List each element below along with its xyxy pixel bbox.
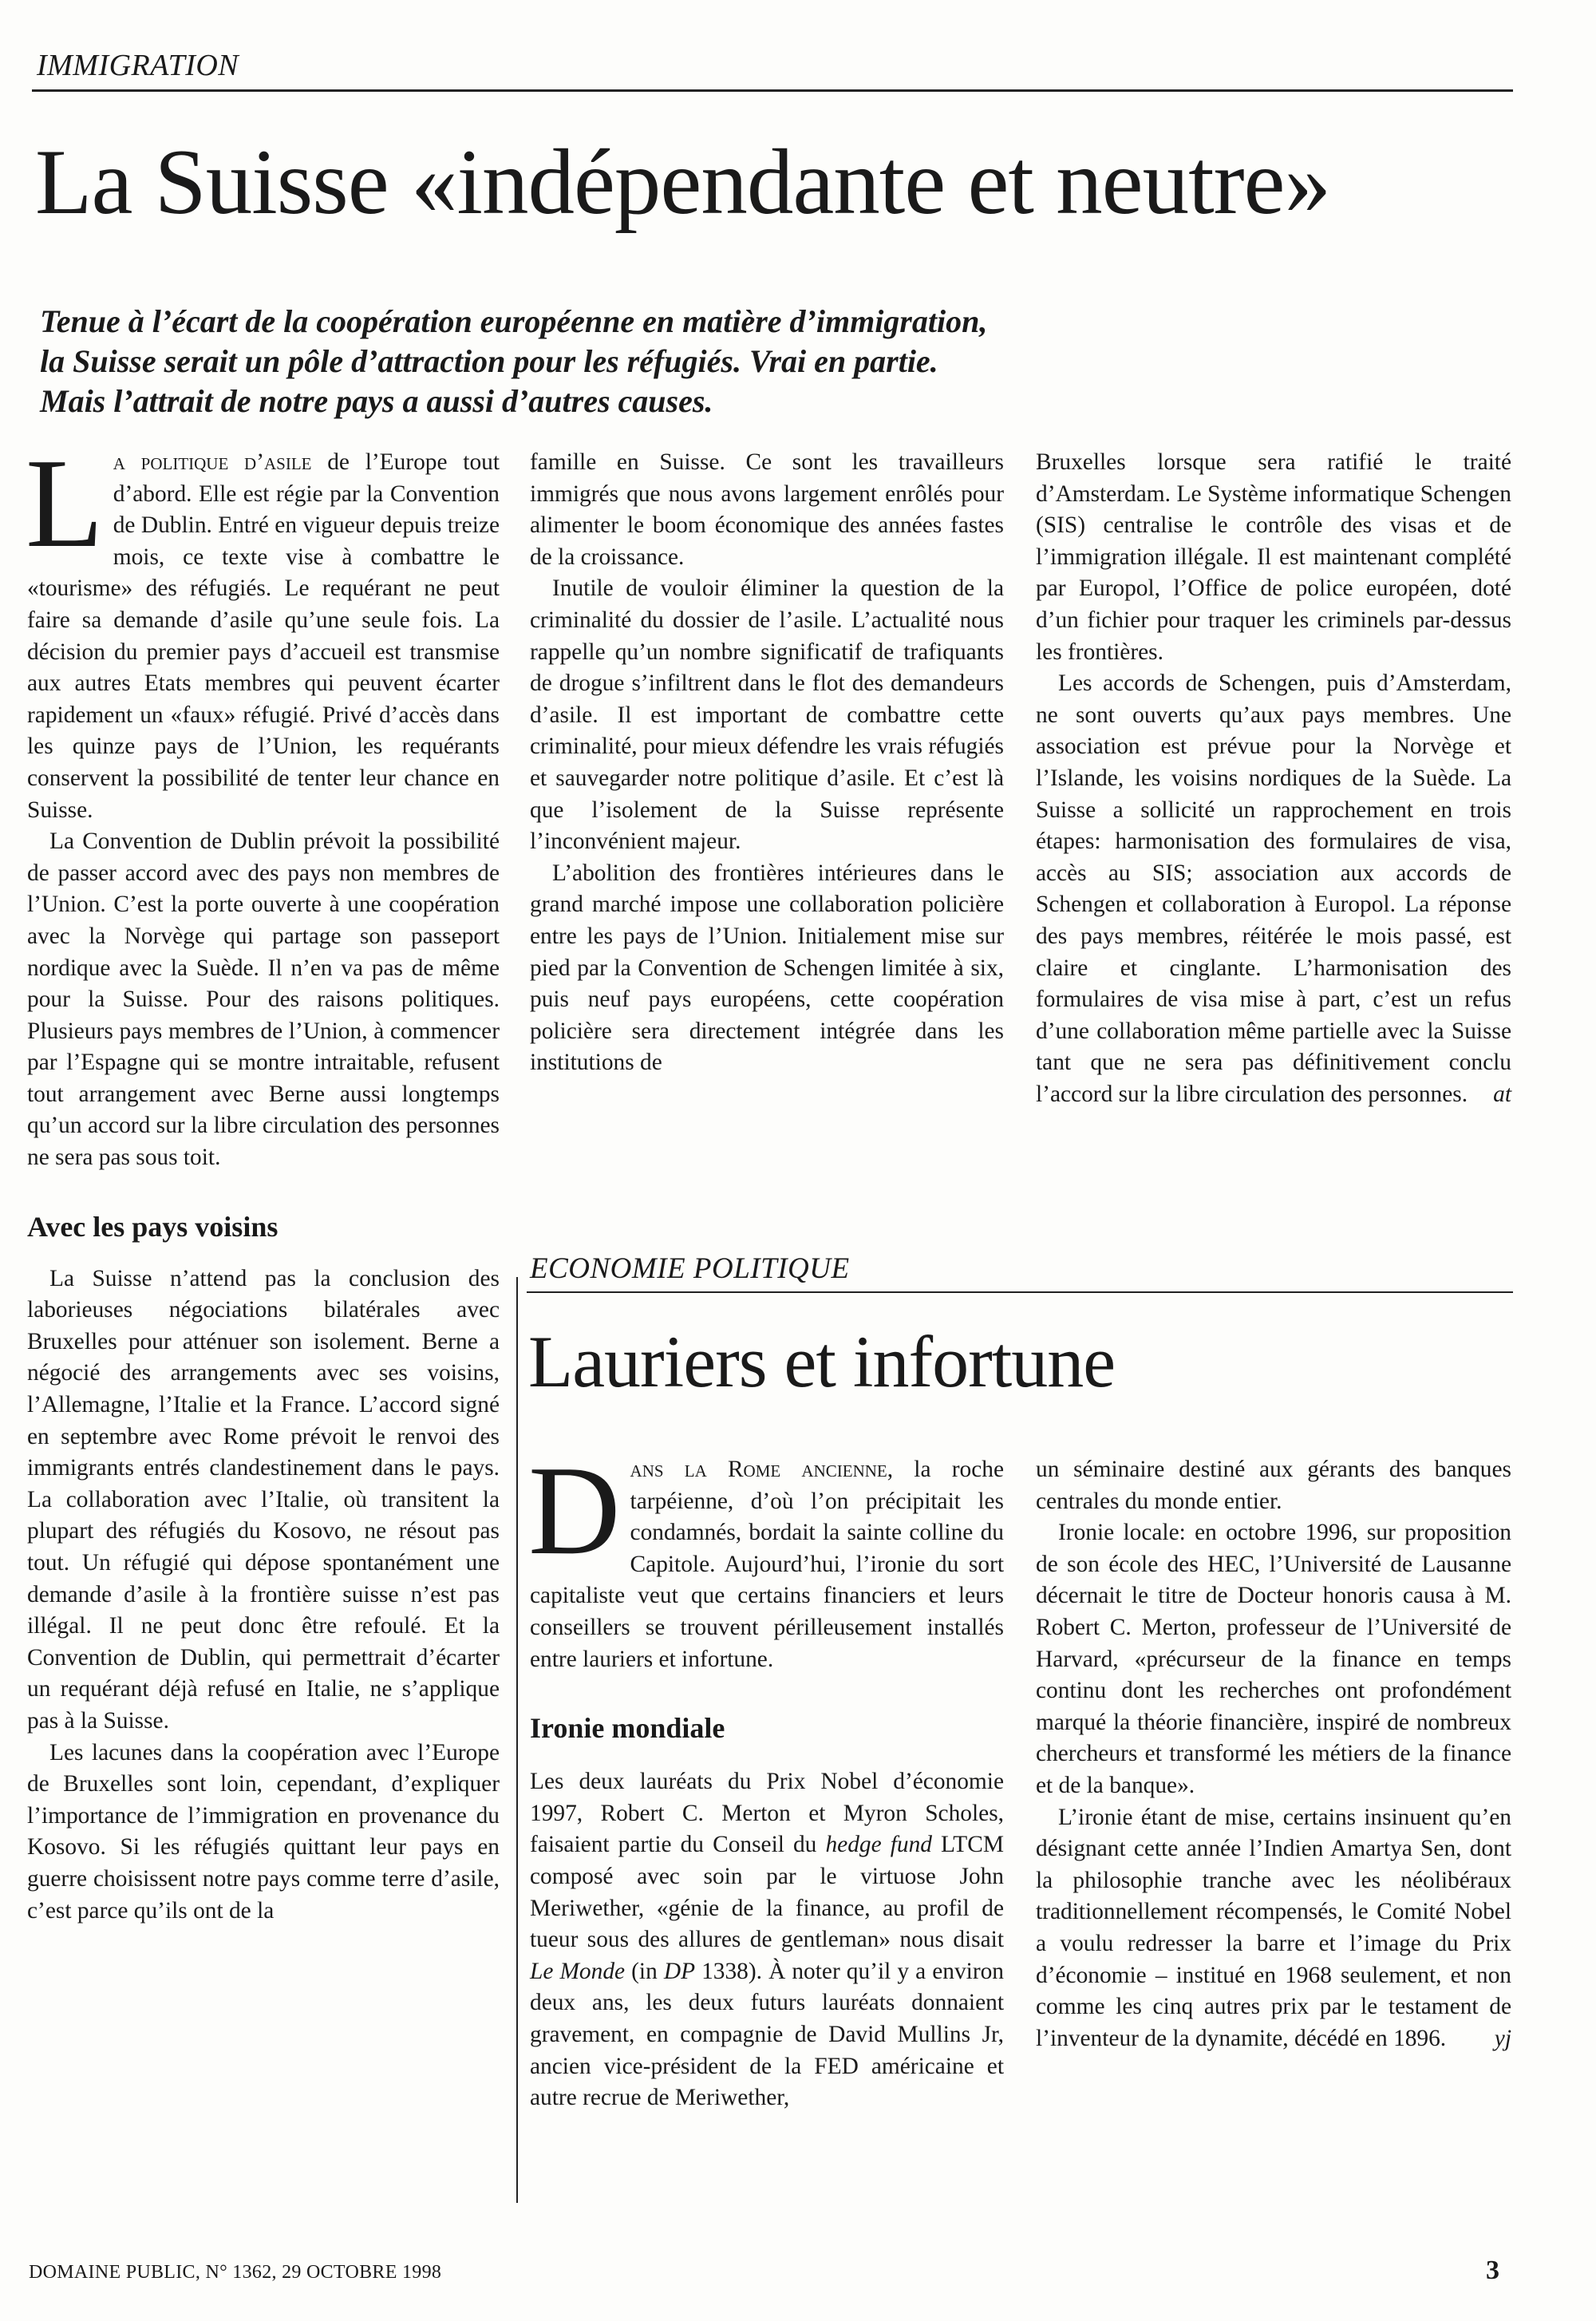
article2-paragraph-2-text-a: Les deux lauréats du Prix Nobel d’économie 1997, Robert C. Merton et Myron Scholes, faisaient partie du Conseil du bbox=[530, 1769, 1004, 1858]
article1-column-2 bbox=[530, 447, 1004, 1079]
article2-italic-hedge-fund: hedge fund bbox=[825, 1832, 932, 1858]
article2-col2-paragraph-3-text: L’ironie étant de mise, certains insinuent qu’en désignant cette année l’Indien Amartya Sen, dont la philosophie tranche avec les néolibéraux traditionnellement récompensés, le Comité Nobel a voulu redresser la barre et l’image du Prix d’économie – institué en 1968 seulement, et non comme les cinq autres prix par le testament de l’inventeur de la dynamite, décédé en 1896. bbox=[1036, 1804, 1511, 2051]
footer-publication: DOMAINE PUBLIC, N° 1362, 29 OCTOBRE 1998 bbox=[29, 2262, 442, 2283]
article1-col2-paragraph-3: L’abolition des frontières intérieures dans le grand marché impose une collaboration policière entre les pays de l’Union. Initialement mise sur pied par la Convention de Schengen limitée à six, puis neuf pays européens, cette coopération policière sera directement intégrée dans les institutions de bbox=[530, 860, 1004, 1076]
article1-col2-paragraph-1: famille en Suisse. Ce sont les travailleurs immigrés que nous avons largement enrôlés pour alimenter le boom économique des années fastes de la croissance. bbox=[530, 449, 1004, 570]
headline-secondary: Lauriers et infortune bbox=[528, 1321, 1116, 1402]
column-separator bbox=[516, 1277, 518, 2203]
article2-paragraph-1 bbox=[528, 1439, 1004, 1675]
article1-paragraph-4: Les lacunes dans la coopération avec l’Europe de Bruxelles sont loin, cependant, d’expliquer l’importance de l’immigration en provenance du Kosovo. Si les réfugiés quittant leur pays en guerre choisissent notre pays comme terre d’asile, c’est parce qu’ils ont de la bbox=[27, 1739, 500, 1924]
article2-paragraph-2 bbox=[530, 1766, 1004, 2114]
article2-italic-le-monde: Le Monde bbox=[530, 1958, 626, 1984]
article1-paragraph-2: La Convention de Dublin prévoit la possibilité de passer accord avec des pays non membres de l’Union. C’est la porte ouverte à une coopération avec la Norvège qui partage son passeport nordique avec la Suède. Il n’en va pas de même pour la Suisse. Pour des raisons politiques. Plusieurs pays membres de l’Union, à commencer par l’Espagne qui se montre intraitable, refusent tout arrangement avec Berne aussi longtemps qu’un accord sur la libre circulation des personnes ne sera pas sous toit. bbox=[27, 828, 500, 1171]
article1-paragraph-3: La Suisse n’attend pas la conclusion des laborieuses négociations bilatérales avec Bruxelles pour atténuer son isolement. Berne a négocié des arrangements avec ses voisins, l’Allemagne, l’Italie et la France. L’accord signé en septembre avec Rome prévoit le renvoi des immigrants entrés clandestinement dans le pays. La collaboration avec l’Italie, où transitent la plupart des réfugiés du Kosovo, ne résout pas tout. Un réfugié qui dépose spontanément une demande d’asile à la frontière suisse n’est pas illégal. Il ne peut donc être refoulé. Et la Convention de Dublin, qui permettrait d’écarter un requérant déjà refusé en Italie, ne s’applique pas à la Suisse. bbox=[27, 1265, 500, 1734]
smallcaps-opening-2: ans la Rome ancienne bbox=[630, 1457, 887, 1482]
article2-paragraph-2-text-c: (in bbox=[625, 1958, 664, 1984]
page-number: 3 bbox=[1486, 2256, 1499, 2285]
article2-italic-dp: DP bbox=[663, 1958, 696, 1984]
article1-col3-paragraph-2 bbox=[1036, 668, 1511, 1110]
article1-col3-paragraph-2-text: Les accords de Schengen, puis d’Amsterdam, ne sont ouverts qu’aux pays membres. Une association est prévue pour la Norvège et l’Islande, les voisins nordiques de la Suède. La Suisse a sollicité un rapprochement en trois étapes: harmonisation des formulaires de visa, accès au SIS; association aux accords de Schengen et collaboration à Europol. La réponse des pays membres, réitérée le mois passé, est claire et cinglante. L’harmonisation des formulaires de visa mise à part, c’est un refus d’une collaboration même partielle avec la Suisse tant que ne sera pas définitivement conclu l’accord sur la libre circulation des personnes. bbox=[1036, 670, 1511, 1107]
smallcaps-opening: a politique d’asile bbox=[113, 449, 312, 475]
top-rule bbox=[32, 89, 1513, 92]
headline-main: La Suisse «indépendante et neutre» bbox=[35, 131, 1330, 234]
subtitle-avec-les-pays-voisins: Avec les pays voisins bbox=[27, 1210, 279, 1243]
subtitle-ironie-mondiale: Ironie mondiale bbox=[530, 1712, 725, 1745]
lead-line-2: la Suisse serait un pôle d’attraction pour les réfugiés. Vrai en partie. bbox=[40, 343, 938, 379]
signature-at: at bbox=[1493, 1081, 1511, 1107]
article2-paragraph-2-text-b: LTCM composé avec soin par le virtuose John Meriwether, «génie de la finance, au profil de tueur sous des allures de gentleman» nous disait bbox=[530, 1832, 1004, 1953]
dropcap-l: L bbox=[26, 432, 104, 574]
article1-col2-paragraph-2: Inutile de vouloir éliminer la question de la criminalité du dossier de l’asile. L’actualité nous rappelle qu’un nombre significatif de trafiquants de drogue s’infiltrent dans le flot des demandeurs d’asile. Il est important de combattre cette criminalité, pour mieux défendre les vrais réfugiés et sauvegarder notre politique d’asile. Et c’est là que l’isolement de la Suisse représente l’inconvénient majeur. bbox=[530, 575, 1004, 855]
dropcap-d: D bbox=[528, 1439, 621, 1581]
article2-column-1 bbox=[528, 1439, 1004, 2114]
article2-column-2 bbox=[1036, 1454, 1511, 2054]
article2-paragraph-2-text-d: 1338). À noter qu’il y a environ deux ans, les deux futurs lauréats donnaient gravement, en compagnie de David Mullins Jr, ancien vice-président de la FED américaine et autre recrue de Meriwether, bbox=[530, 1958, 1004, 2111]
article2-rule bbox=[527, 1291, 1513, 1293]
article2-col2-paragraph-1: un séminaire destiné aux gérants des banques centrales du monde entier. bbox=[1036, 1457, 1511, 1514]
article1-col3-paragraph-1: Bruxelles lorsque sera ratifié le traité d’Amsterdam. Le Système informatique Schengen (SIS) centralise le contrôle des visas et de l’immigration illégale. Il est maintenant complété par Europol, l’Office de police européen, doté d’un fichier pour traquer les criminels par-dessus les frontières. bbox=[1036, 449, 1511, 665]
article2-paragraph-1-text: , la roche tarpéienne, d’où l’on précipitait les condamnés, bordait la sainte colline du Capitole. Aujourd’hui, l’ironie du sort capitaliste veut que certains financiers et leurs conseillers se trouvent périlleusement installés entre lauriers et infortune. bbox=[530, 1457, 1004, 1672]
lead-line-1: Tenue à l’écart de la coopération européenne en matière d’immigration, bbox=[40, 303, 988, 339]
article1-paragraph-1 bbox=[26, 432, 500, 826]
lead-line-3: Mais l’attrait de notre pays a aussi d’autres causes. bbox=[40, 383, 713, 419]
article2-col2-paragraph-2: Ironie locale: en octobre 1996, sur proposition de son école des HEC, l’Université de Lausanne décernait le titre de Docteur honoris causa à M. Robert C. Merton, professeur de l’Université de Harvard, «précurseur de la finance en temps continu dont les recherches ont profondément marqué la théorie financière, inspiré de nombreux chercheurs et transformé les métiers de la finance et de la banque». bbox=[1036, 1520, 1511, 1798]
section-label-immigration: IMMIGRATION bbox=[37, 49, 239, 82]
section-label-economie-politique: ECONOMIE POLITIQUE bbox=[530, 1252, 850, 1285]
article1-column-1 bbox=[26, 432, 500, 1927]
lead-paragraph bbox=[40, 302, 1396, 421]
article1-column-3 bbox=[1036, 447, 1511, 1110]
article2-col2-paragraph-3 bbox=[1036, 1802, 1511, 2055]
signature-yj: yj bbox=[1494, 2025, 1511, 2051]
article1-paragraph-1-text: de l’Europe tout d’abord. Elle est régie par la Convention de Dublin. Entré en vigueur depuis treize mois, ce texte vise à combattre le «tourisme» des réfugiés. Le requérant ne peut faire sa demande d’asile qu’une seule fois. La décision du premier pays d’accueil est transmise aux autres Etats membres qui peuvent écarter rapidement un «faux» réfugié. Privé d’accès dans les quinze pays de l’Union, les requérants conservent la possibilité de tenter leur chance en Suisse. bbox=[27, 449, 500, 823]
